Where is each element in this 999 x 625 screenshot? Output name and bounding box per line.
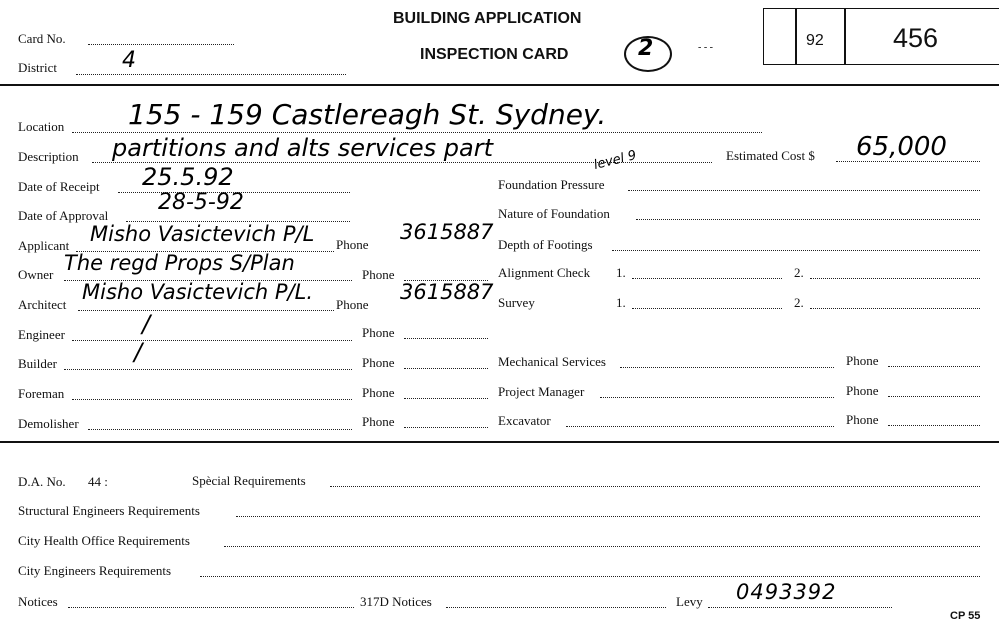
architect-field: [78, 310, 334, 311]
foreman-phone-field: [404, 398, 488, 399]
alignment-1-label: 1.: [616, 265, 626, 280]
alignment-2-label: 2.: [794, 265, 804, 280]
engineer-label: Engineer: [18, 327, 65, 342]
owner-phone-label: Phone: [362, 267, 395, 282]
card-number-box: [763, 8, 999, 65]
special-label: Spècial Requirements: [192, 473, 306, 488]
da-label: D.A. No.: [18, 474, 66, 489]
header-dots: - - -: [698, 42, 713, 53]
location-label: Location: [18, 119, 65, 134]
description-note: level 9: [592, 147, 639, 173]
project-manager-label: Project Manager: [498, 384, 585, 399]
survey-2-label: 2.: [794, 295, 804, 310]
nature-foundation-field: [636, 219, 980, 220]
city-eng-field: [200, 576, 980, 577]
alignment-1-field: [632, 278, 782, 279]
foreman-field: [72, 399, 352, 400]
foundation-pressure-field: [628, 190, 980, 191]
mechanical-label: Mechanical Services: [498, 354, 606, 369]
alignment-2-field: [810, 278, 980, 279]
health-label: City Health Office Requirements: [18, 533, 190, 548]
receipt-label: Date of Receipt: [18, 179, 100, 194]
mid-divider: [0, 441, 999, 443]
architect-label: Architect: [18, 297, 67, 312]
card-no-field: [88, 44, 234, 45]
builder-phone-field: [404, 368, 488, 369]
architect-phone-label: Phone: [336, 297, 369, 312]
receipt-value: 25.5.92: [142, 163, 234, 191]
project-manager-phone-field: [888, 396, 980, 397]
survey-1-field: [632, 308, 782, 309]
builder-value: /: [134, 338, 143, 366]
approval-label: Date of Approval: [18, 208, 109, 223]
owner-value: The regd Props S/Plan: [64, 251, 295, 275]
applicant-label: Applicant: [18, 238, 70, 253]
city-eng-label: City Engineers Requirements: [18, 563, 172, 578]
demolisher-phone-field: [404, 427, 488, 428]
estimated-cost-label: Estimated Cost $: [726, 148, 815, 163]
circled-mark-value: 2: [638, 36, 654, 61]
nature-foundation-label: Nature of Foundation: [498, 206, 610, 221]
engineer-value: /: [142, 310, 151, 338]
depth-footings-label: Depth of Footings: [498, 237, 593, 252]
notices-317-label: 317D Notices: [360, 594, 432, 609]
architect-phone-value: 3615887: [400, 280, 494, 304]
location-field: [72, 132, 762, 133]
architect-value: Misho Vasictevich P/L.: [82, 280, 313, 304]
health-field: [224, 546, 980, 547]
levy-value: 0493392: [736, 580, 837, 604]
notices-label: Notices: [18, 594, 58, 609]
special-field: [330, 486, 980, 487]
survey-1-label: 1.: [616, 295, 626, 310]
applicant-phone-label: Phone: [336, 237, 369, 252]
foreman-label: Foreman: [18, 386, 65, 401]
demolisher-label: Demolisher: [18, 416, 79, 431]
district-field: [76, 74, 346, 75]
engineer-phone-field: [404, 338, 488, 339]
form-code: CP 55: [950, 610, 981, 622]
da-value: 44 :: [88, 474, 108, 489]
estimated-cost-value: 65,000: [856, 132, 947, 162]
depth-footings-field: [612, 250, 980, 251]
engineer-field: [72, 340, 352, 341]
project-manager-phone-label: Phone: [846, 383, 879, 398]
approval-value: 28-5-92: [158, 190, 244, 215]
excavator-phone-label: Phone: [846, 412, 879, 427]
builder-field: [64, 369, 352, 370]
survey-label: Survey: [498, 295, 535, 310]
box-number: 456: [893, 23, 939, 53]
applicant-value: Misho Vasictevich P/L: [90, 222, 315, 246]
engineer-phone-label: Phone: [362, 325, 395, 340]
levy-label: Levy: [676, 594, 703, 609]
form-title-line1: BUILDING APPLICATION: [393, 10, 582, 27]
demolisher-field: [88, 429, 352, 430]
notices-field: [68, 607, 354, 608]
mechanical-phone-field: [888, 366, 980, 367]
builder-label: Builder: [18, 356, 57, 371]
foreman-phone-label: Phone: [362, 385, 395, 400]
excavator-phone-field: [888, 425, 980, 426]
structural-label: Structural Engineers Requirements: [18, 503, 200, 518]
excavator-label: Excavator: [498, 413, 551, 428]
demolisher-phone-label: Phone: [362, 414, 395, 429]
owner-label: Owner: [18, 267, 54, 282]
description-value: partitions and alts services part: [112, 134, 494, 162]
structural-field: [236, 516, 980, 517]
survey-2-field: [810, 308, 980, 309]
card-no-label: Card No.: [18, 31, 66, 46]
box-year: 92: [806, 32, 824, 49]
foundation-pressure-label: Foundation Pressure: [498, 177, 605, 192]
project-manager-field: [600, 397, 834, 398]
notices-317-field: [446, 607, 666, 608]
mechanical-field: [620, 367, 834, 368]
form-title-line2: INSPECTION CARD: [420, 46, 569, 63]
builder-phone-label: Phone: [362, 355, 395, 370]
alignment-label: Alignment Check: [498, 265, 591, 280]
description-label: Description: [18, 149, 79, 164]
mechanical-phone-label: Phone: [846, 353, 879, 368]
district-value: 4: [122, 48, 136, 73]
excavator-field: [566, 426, 834, 427]
levy-field: [708, 607, 892, 608]
location-value: 155 - 159 Castlereagh St. Sydney.: [128, 98, 607, 131]
district-label: District: [18, 60, 57, 75]
applicant-phone-value: 3615887: [400, 220, 494, 244]
header-divider: [0, 84, 999, 86]
